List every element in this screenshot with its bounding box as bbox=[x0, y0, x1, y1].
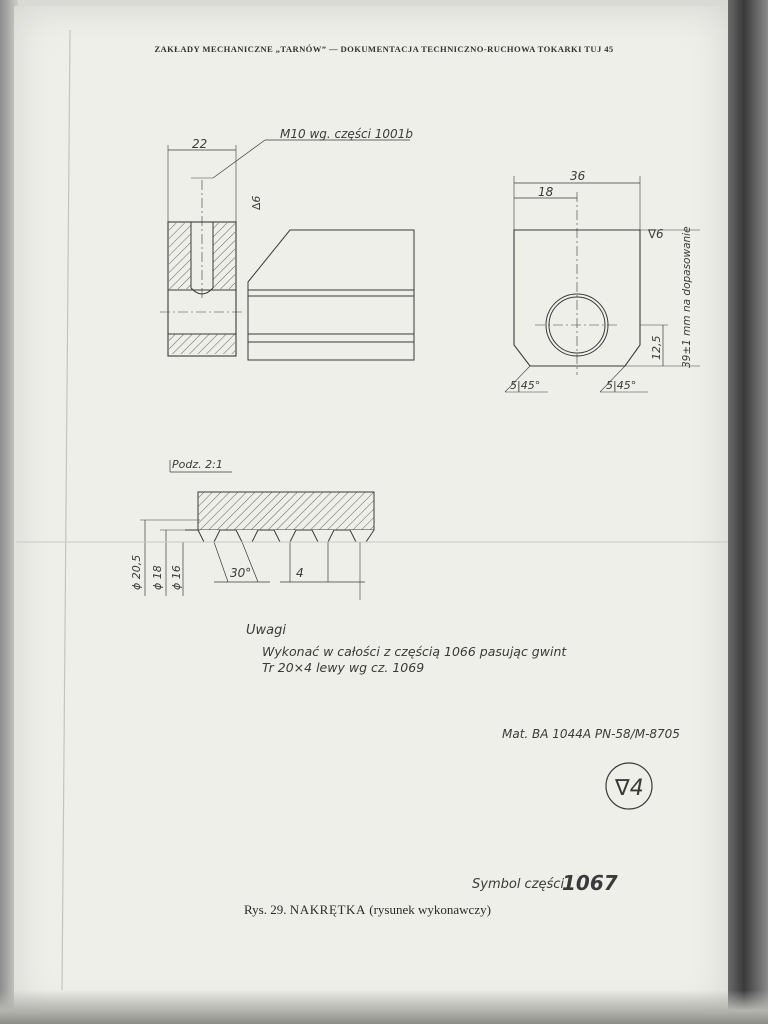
dim-12-5: 12,5 bbox=[650, 335, 663, 360]
notes-title: Uwagi bbox=[246, 623, 286, 638]
section-view bbox=[160, 140, 410, 356]
dim-36: 36 bbox=[570, 169, 586, 183]
scan-bottom-edge bbox=[0, 990, 768, 1024]
caption-title: NAKRĘTKA bbox=[289, 902, 367, 917]
pitch-4: 4 bbox=[296, 566, 304, 580]
part-symbol-label: Symbol części bbox=[472, 877, 565, 892]
detail-scale: Podz. 2:1 bbox=[172, 458, 223, 471]
dia-18: ϕ 18 bbox=[151, 565, 164, 590]
front-view bbox=[505, 176, 700, 392]
dim-22: 22 bbox=[192, 137, 208, 151]
chamfer-right: 5|45° bbox=[606, 379, 637, 392]
caption-prefix: Rys. 29. bbox=[244, 902, 287, 917]
roughness-6-right: ∇6 bbox=[648, 227, 664, 241]
scan-margin-line bbox=[62, 30, 70, 990]
angle-30: 30° bbox=[230, 566, 252, 580]
fit-note: 39±1 mm na dopasowanie bbox=[681, 226, 693, 368]
finish-symbol: ∇4 bbox=[615, 776, 644, 801]
dim-18: 18 bbox=[538, 185, 554, 199]
notes-line-1: Wykonać w całości z częścią 1066 pasując gwint bbox=[262, 644, 567, 659]
roughness-6-left: ∆6 bbox=[250, 195, 263, 210]
part-symbol-number: 1067 bbox=[562, 871, 618, 895]
page-header: ZAKŁADY MECHANICZNE „TARNÓW” — DOKUMENTACJA TECHNICZNO-RUCHOWA TOKARKI TUJ 45 bbox=[154, 44, 614, 54]
notes-line-2: Tr 20×4 lewy wg cz. 1069 bbox=[262, 660, 425, 675]
thread-note: M10 wg. części 1001b bbox=[280, 127, 413, 141]
side-block-view bbox=[248, 230, 414, 360]
caption-suffix: (rysunek wykonawczy) bbox=[369, 902, 491, 917]
material-note: Mat. BA 1044A PN-58/M-8705 bbox=[502, 727, 680, 741]
dia-20-5: ϕ 20,5 bbox=[130, 554, 143, 590]
figure-caption bbox=[244, 902, 604, 918]
dia-16: ϕ 16 bbox=[170, 565, 183, 590]
chamfer-left: 5|45° bbox=[510, 379, 541, 392]
